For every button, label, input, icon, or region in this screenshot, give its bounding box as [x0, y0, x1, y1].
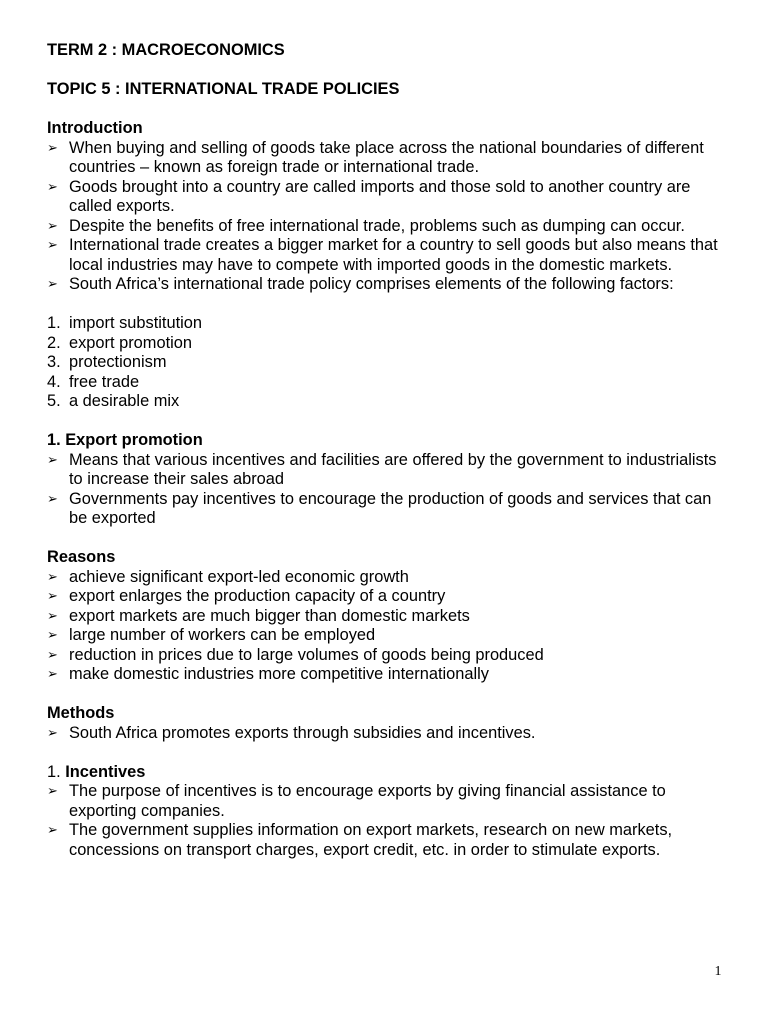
introduction-heading: Introduction: [47, 119, 143, 137]
list-item: ➢ International trade creates a bigger market for a country to sell goods but also means that local industries may have to compete with imported goods in the domestic markets.: [47, 236, 727, 275]
list-number: 4.: [47, 372, 61, 391]
page-number: 1: [714, 964, 722, 979]
list-item: ➢ achieve significant export-led economic growth: [47, 568, 727, 588]
list-item: ➢ Governments pay incentives to encourage the production of goods and services that can be exported: [47, 490, 727, 529]
list-item: ➢ South Africa promotes exports through subsidies and incentives.: [47, 724, 727, 744]
export-promotion-list: [47, 451, 727, 529]
list-item: ➢ The government supplies information on export markets, research on new markets, concessions on transport charges, export credit, etc. in order to stimulate exports.: [47, 821, 727, 860]
list-item: ➢ Goods brought into a country are called imports and those sold to another country are called exports.: [47, 178, 727, 217]
list-text: export promotion: [69, 333, 192, 352]
list-text: import substitution: [69, 314, 203, 332]
document-page: [47, 41, 727, 860]
list-item: [47, 373, 727, 393]
list-item: [47, 314, 727, 334]
list-item: [47, 392, 727, 412]
incentives-number: 1.: [47, 762, 61, 781]
list-item: ➢ reduction in prices due to large volumes of goods being produced: [47, 646, 727, 666]
incentives-list: [47, 782, 727, 860]
export-promotion-heading: 1. Export promotion: [47, 431, 203, 449]
topic-heading: TOPIC 5 : INTERNATIONAL TRADE POLICIES: [47, 80, 400, 98]
list-item: ➢ make domestic industries more competitive internationally: [47, 665, 727, 685]
list-number: 1.: [47, 314, 61, 332]
incentives-heading: [47, 763, 727, 783]
list-text: protectionism: [69, 353, 167, 371]
list-item: ➢ export markets are much bigger than domestic markets: [47, 607, 727, 627]
methods-heading: Methods: [47, 704, 115, 722]
list-item: ➢ Despite the benefits of free international trade, problems such as dumping can occur.: [47, 217, 727, 237]
incentives-title: Incentives: [65, 762, 146, 781]
list-item: ➢ large number of workers can be employed: [47, 626, 727, 646]
list-text: a desirable mix: [69, 392, 180, 410]
introduction-list: [47, 139, 727, 295]
list-number: 2.: [47, 333, 61, 352]
list-text: free trade: [69, 372, 140, 391]
methods-list: [47, 724, 727, 744]
list-item: ➢ Means that various incentives and facilities are offered by the government to industrialists to increase their sales abroad: [47, 451, 727, 490]
list-item: [47, 334, 727, 354]
list-item: ➢ South Africa’s international trade policy comprises elements of the following factors:: [47, 275, 727, 295]
list-item: ➢ When buying and selling of goods take place across the national boundaries of different countries – known as foreign trade or international trade.: [47, 139, 727, 178]
factors-list: [47, 314, 727, 412]
list-item: ➢ The purpose of incentives is to encourage exports by giving financial assistance to exporting companies.: [47, 782, 727, 821]
list-number: 3.: [47, 353, 61, 371]
reasons-heading: Reasons: [47, 548, 116, 566]
list-item: ➢ export enlarges the production capacity of a country: [47, 587, 727, 607]
term-heading: TERM 2 : MACROECONOMICS: [47, 41, 285, 59]
list-number: 5.: [47, 392, 61, 410]
list-item: [47, 353, 727, 373]
reasons-list: [47, 568, 727, 685]
